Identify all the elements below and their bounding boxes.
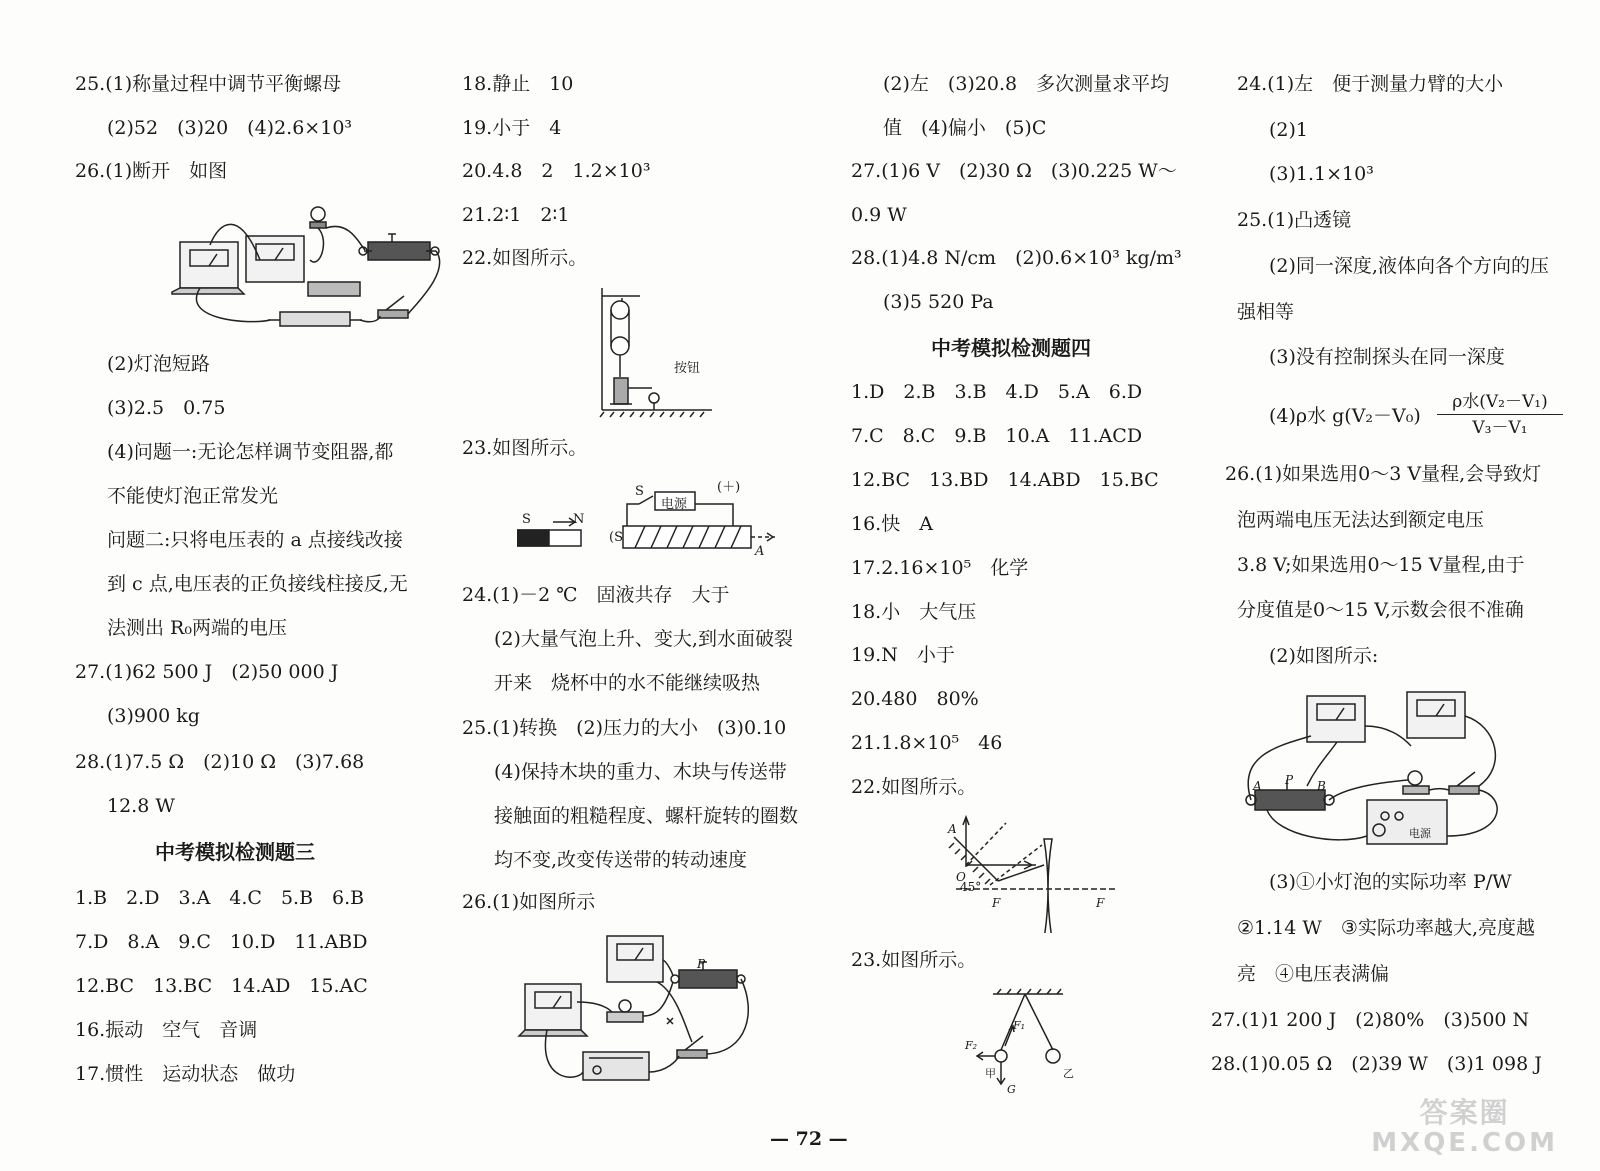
figure-label: A (948, 822, 957, 836)
circuit-figure-26-1 (517, 932, 757, 1092)
figure-label: 乙 (1063, 1067, 1074, 1080)
answer-line: (4)ρ水 g(V₂－V₀) (1269, 405, 1421, 427)
column-3 (851, 0, 1221, 1120)
answer-line: 值 (4)偏小 (5)C (883, 117, 1047, 139)
answer-line: 16.快 A (851, 513, 933, 535)
answer-line: 12.BC 13.BC 14.AD 15.AC (75, 975, 368, 997)
answer-line: 25.(1)凸透镜 (1237, 209, 1352, 231)
column-2 (462, 0, 832, 1120)
figure-label: (S (609, 530, 623, 545)
answer-line: (3)①小灯泡的实际功率 P/W (1269, 871, 1512, 893)
figure-label: P (1285, 773, 1294, 787)
answer-line: 25.(1)转换 (2)压力的大小 (3)0.10 (462, 717, 787, 739)
answer-line: (2)如图所示: (1269, 645, 1379, 667)
figure-label: 电源 (1409, 827, 1431, 840)
figure-label: A (1253, 779, 1262, 793)
answer-line: 27.(1)1 200 J (2)80% (3)500 N (1211, 1009, 1530, 1031)
answer-line: 20.4.8 2 1.2×10³ (462, 160, 651, 182)
answer-line: (4)保持木块的重力、木块与传送带 (494, 761, 787, 783)
answer-line: 7.D 8.A 9.C 10.D 11.ABD (75, 931, 368, 953)
answer-line: 22.如图所示。 (851, 776, 977, 798)
answer-line: 7.C 8.C 9.B 10.A 11.ACD (851, 425, 1143, 447)
answer-line: 23.如图所示。 (462, 437, 588, 459)
answer-line: 26.(1)如图所示 (462, 891, 596, 913)
answer-line: 法测出 R₀两端的电压 (107, 617, 287, 639)
figure-label: F (1096, 896, 1105, 910)
section-heading: 中考模拟检测题三 (155, 840, 315, 864)
answer-line: 1.D 2.B 3.B 4.D 5.A 6.D (851, 381, 1143, 403)
answer-line: 到 c 点,电压表的正负接线柱接反,无 (107, 573, 408, 595)
answer-line: 17.2.16×10⁵ 化学 (851, 557, 1029, 579)
section-heading: 中考模拟检测题四 (931, 336, 1091, 360)
figure-label: 甲 (985, 1067, 996, 1080)
column-4 (1211, 0, 1600, 1120)
answer-line: 26.(1)断开 如图 (75, 160, 228, 182)
figure-label: N (573, 512, 585, 527)
answer-line: 20.480 80% (851, 688, 979, 710)
answer-line: (2)左 (3)20.8 多次测量求平均 (883, 73, 1170, 95)
answer-line: 18.小 大气压 (851, 601, 977, 623)
answer-line: (3)5 520 Pa (883, 291, 994, 313)
answer-line: 3.8 V;如果选用0～15 V量程,由于 (1237, 554, 1525, 576)
figure-label: B (1317, 779, 1326, 793)
answer-line: 22.如图所示。 (462, 247, 588, 269)
answer-line: 19.小于 4 (462, 117, 562, 139)
column-1 (75, 0, 445, 1120)
figure-label: F (992, 896, 1001, 910)
answer-line: (4)问题一:无论怎样调节变阻器,都 (107, 441, 394, 463)
figure-label: F₂ (965, 1039, 978, 1052)
circuit-figure-26-2 (1237, 686, 1527, 846)
watermark-logo-text: 答案圈 (1419, 1096, 1510, 1129)
answer-line: 泡两端电压无法达到额定电压 (1237, 509, 1485, 531)
watermark (1371, 1098, 1558, 1158)
answer-line: 26.(1)如果选用0～3 V量程,会导致灯 (1225, 463, 1542, 485)
figure-label: G (1007, 1083, 1016, 1096)
answer-line: 亮 ④电压表满偏 (1237, 963, 1390, 985)
figure-label: O (956, 870, 966, 884)
answer-line: 12.8 W (107, 795, 175, 817)
answer-line: 28.(1)7.5 Ω (2)10 Ω (3)7.68 (75, 751, 365, 773)
optics-figure-22 (946, 815, 1116, 933)
answer-line: 开来 烧杯中的水不能继续吸热 (494, 672, 761, 694)
circuit-figure-26 (160, 200, 450, 335)
pulley-figure-22 (592, 288, 722, 418)
figure-label: A (755, 544, 765, 559)
watermark-url: MXQE.COM (1371, 1128, 1558, 1158)
figure-label: 按钮 (674, 361, 701, 376)
answer-line: 0.9 W (851, 204, 907, 226)
answer-line: (2)同一深度,液体向各个方向的压 (1269, 255, 1549, 277)
answer-line: 23.如图所示。 (851, 949, 977, 971)
answer-line: 均不变,改变传送带的转动速度 (494, 849, 748, 871)
figure-label: 45° (960, 880, 982, 894)
answer-line: (2)大量气泡上升、变大,到水面破裂 (494, 628, 793, 650)
answer-line: 接触面的粗糙程度、螺杆旋转的圈数 (494, 805, 799, 827)
answer-line: 16.振动 空气 音调 (75, 1019, 258, 1041)
force-figure-23 (963, 986, 1083, 1096)
answer-line: 28.(1)0.05 Ω (2)39 W (3)1 098 J (1211, 1053, 1542, 1075)
answer-line: 21.1.8×10⁵ 46 (851, 732, 1003, 754)
fraction-bar (1437, 414, 1563, 415)
answer-line: 24.(1)－2 ℃ 固液共存 大于 (462, 584, 730, 606)
figure-label: S (522, 512, 531, 527)
answer-line: (2)1 (1269, 119, 1309, 141)
answer-line: 28.(1)4.8 N/cm (2)0.6×10³ kg/m³ (851, 247, 1182, 269)
figure-label: (＋) (717, 480, 741, 495)
answer-line: 18.静止 10 (462, 73, 574, 95)
answer-line: 19.N 小于 (851, 644, 955, 666)
answer-line: 12.BC 13.BD 14.ABD 15.BC (851, 469, 1159, 491)
answer-line: 25.(1)称量过程中调节平衡螺母 (75, 73, 342, 95)
answer-line: (2)52 (3)20 (4)2.6×10³ (107, 117, 353, 139)
answer-line: 21.2∶1 2∶1 (462, 204, 570, 226)
answer-line: 不能使灯泡正常发光 (107, 485, 279, 507)
answer-line: 27.(1)6 V (2)30 Ω (3)0.225 W～ (851, 160, 1177, 182)
answer-line: (3)1.1×10³ (1269, 163, 1374, 185)
magnet-figure-23 (517, 478, 777, 558)
answer-line: (3)900 kg (107, 705, 200, 727)
answer-line: ②1.14 W ③实际功率越大,亮度越 (1237, 917, 1535, 939)
figure-label: S (635, 484, 644, 499)
answer-line: 分度值是0～15 V,示数会很不准确 (1237, 599, 1524, 621)
answer-line: (3)没有控制探头在同一深度 (1269, 346, 1505, 368)
fraction-denominator: V₃－V₁ (1472, 418, 1528, 438)
answer-line: (3)2.5 0.75 (107, 397, 226, 419)
figure-label: 电源 (661, 497, 688, 512)
page-number: — 72 — (770, 1128, 848, 1150)
answer-line: 1.B 2.D 3.A 4.C 5.B 6.B (75, 887, 365, 909)
answer-line: 24.(1)左 便于测量力臂的大小 (1237, 73, 1504, 95)
answer-line: 问题二:只将电压表的 a 点接线改接 (107, 529, 403, 551)
fraction-numerator: ρ水(V₂－V₁) (1452, 392, 1548, 412)
answer-line: 17.惯性 运动状态 做功 (75, 1063, 296, 1085)
figure-label: F₁ (1013, 1019, 1026, 1032)
figure-label: P (697, 957, 706, 971)
answer-line: 27.(1)62 500 J (2)50 000 J (75, 661, 339, 683)
answer-line: 强相等 (1237, 301, 1295, 323)
answer-line: (2)灯泡短路 (107, 353, 210, 375)
